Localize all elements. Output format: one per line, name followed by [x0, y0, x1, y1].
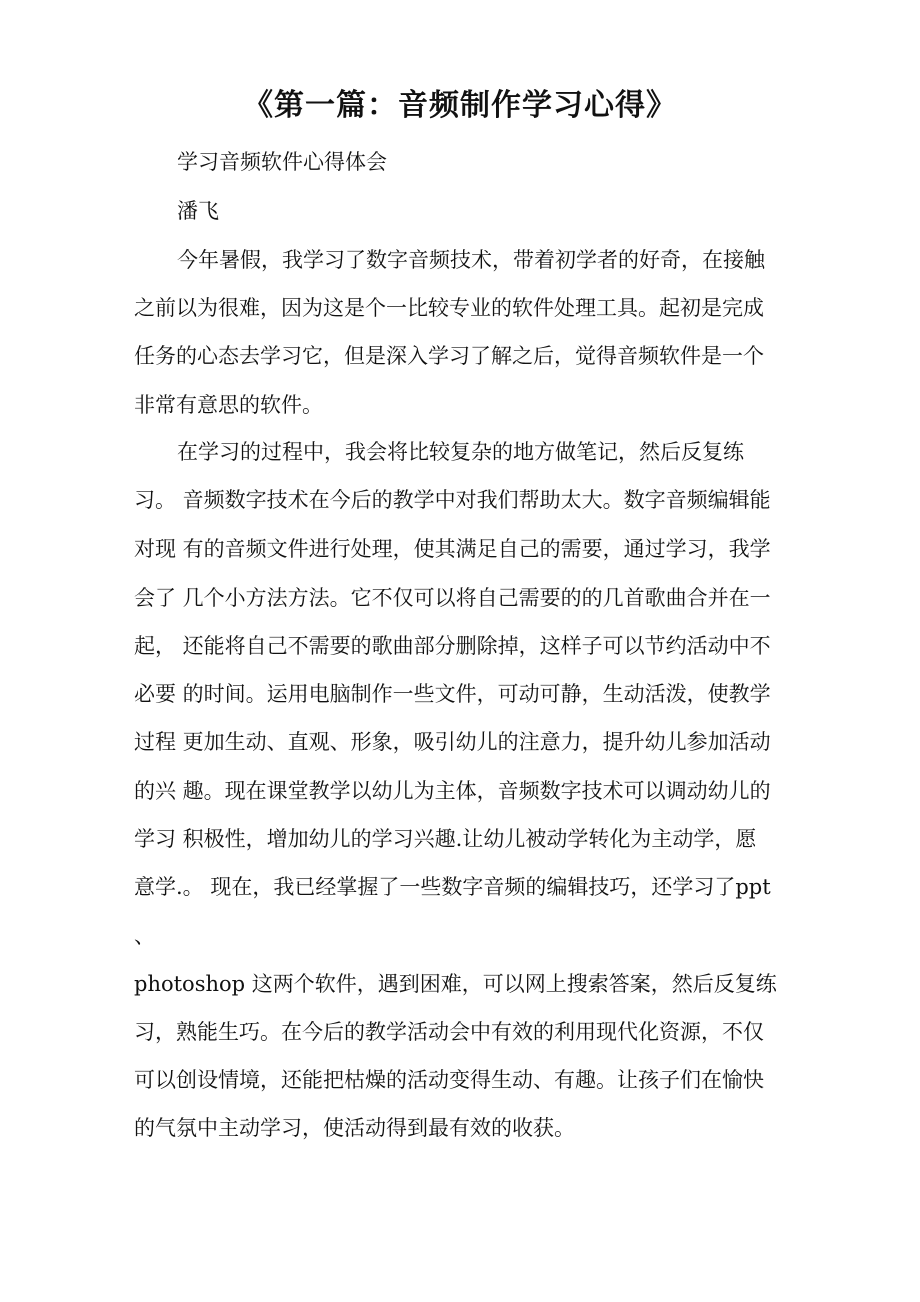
paragraph-line: 起， 还能将自己不需要的歌曲部分删除掉，这样子可以节约活动中不 — [134, 634, 771, 658]
paragraph-line: 习。 音频数字技术在今后的教学中对我们帮助太大。数字音频编辑能 — [134, 488, 771, 512]
paragraph-line: 、 — [134, 924, 155, 948]
paragraph-line: photoshop 这两个软件，遇到困难，可以网上搜索答案，然后反复练 — [134, 972, 777, 996]
paragraph-line: 之前以为很难，因为这是个一比较专业的软件处理工具。起初是完成 — [134, 296, 764, 320]
paragraph-line: 非常有意思的软件。 — [134, 393, 323, 417]
document-title: 《第一篇：音频制作学习心得》 — [243, 88, 677, 123]
paragraph-line: 对现 有的音频文件进行处理，使其满足自己的需要，通过学习，我学 — [134, 537, 771, 561]
paragraph-line: 在学习的过程中，我会将比较复杂的地方做笔记，然后反复练 — [177, 440, 744, 464]
document-author: 潘飞 — [177, 199, 219, 223]
paragraph-line: 意学.。 现在，我已经掌握了一些数字音频的编辑技巧，还学习了ppt — [134, 875, 771, 899]
paragraph-line: 的兴 趣。现在课堂教学以幼儿为主体，音频数字技术可以调动幼儿的 — [134, 779, 771, 803]
paragraph-line: 必要 的时间。运用电脑制作一些文件，可动可静，生动活泼，使教学 — [134, 682, 771, 706]
paragraph-line: 可以创设情境，还能把枯燥的活动变得生动、有趣。让孩子们在愉快 — [134, 1068, 764, 1092]
paragraph-line: 任务的心态去学习它，但是深入学习了解之后，觉得音频软件是一个 — [134, 344, 764, 368]
paragraph-line: 今年暑假，我学习了数字音频技术，带着初学者的好奇，在接触 — [177, 248, 765, 272]
paragraph-line: 过程 更加生动、直观、形象，吸引幼儿的注意力，提升幼儿参加活动 — [134, 730, 771, 754]
paragraph-line: 会了 几个小方法方法。它不仅可以将自己需要的的几首歌曲合并在一 — [134, 586, 771, 610]
paragraph-line: 习，熟能生巧。在今后的教学活动会中有效的利用现代化资源，不仅 — [134, 1020, 764, 1044]
paragraph-line: 的气氛中主动学习，使活动得到最有效的收获。 — [134, 1116, 575, 1140]
paragraph-line: 学习 积极性，增加幼儿的学习兴趣.让幼儿被动学转化为主动学，愿 — [134, 827, 757, 851]
document-subtitle: 学习音频软件心得体会 — [177, 150, 387, 174]
